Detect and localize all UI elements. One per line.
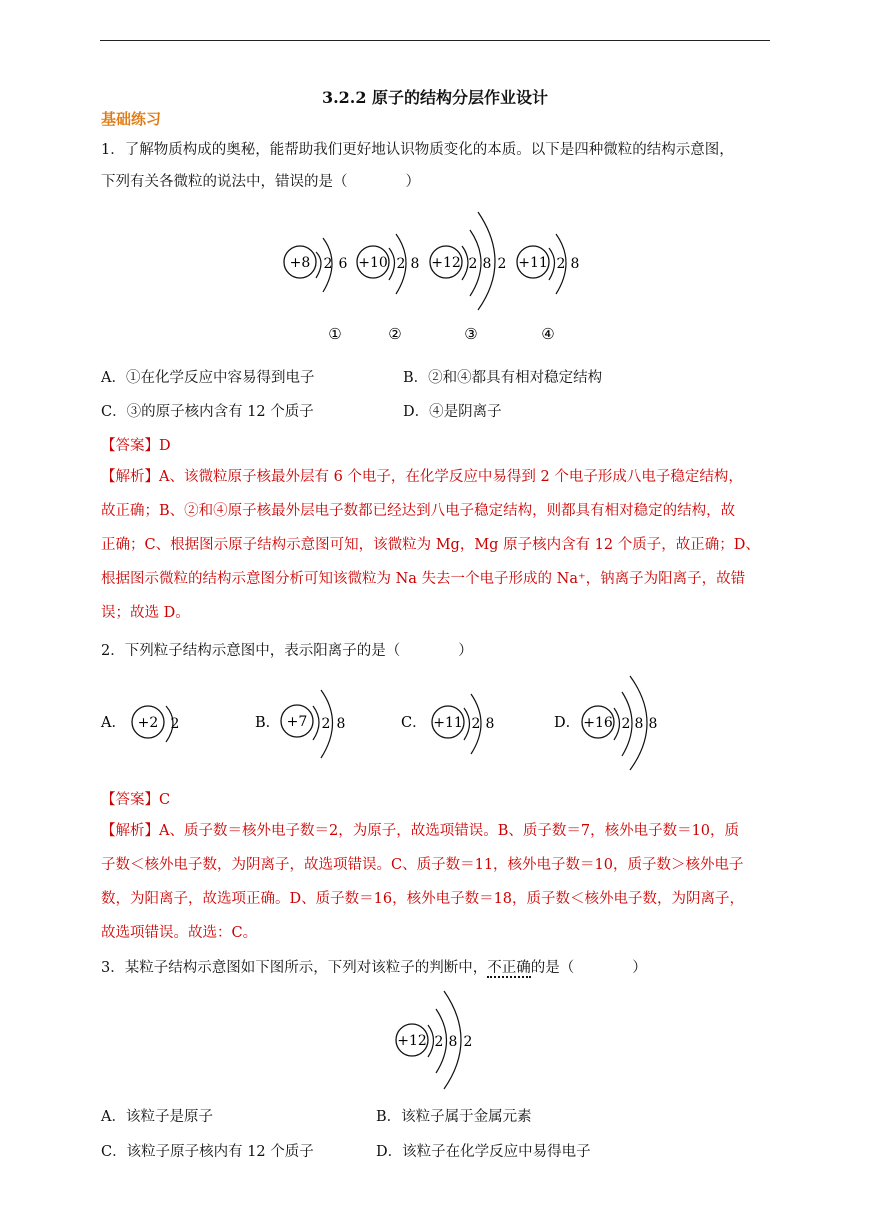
q1-answer: 【答案】D — [101, 438, 171, 454]
q3-stem-emphasis: 不正确 — [487, 960, 531, 976]
q1-atom-diagrams — [270, 200, 610, 350]
q1-option-c: C．③的原子核内含有 12 个质子 — [101, 404, 314, 420]
q1-option-d: D．④是阴离子 — [403, 404, 502, 420]
q2-b-nucleus: +7 — [286, 714, 308, 730]
q2-option-diagrams — [98, 668, 678, 773]
q1-atom-4 — [517, 234, 579, 343]
q1-option-b: B．②和④都具有相对稳定结构 — [403, 370, 603, 386]
atom-2-marker: ② — [388, 325, 402, 343]
q2-a-nucleus: +2 — [137, 715, 159, 731]
q1-analysis-line: 故正确；B、②和④原子核最外层电子数都已经达到八电子稳定结构，则都具有相对稳定的结构，故 — [101, 503, 736, 519]
q2-c-shell-2: 8 — [485, 716, 495, 732]
q2-d-shell-3: 8 — [648, 716, 658, 732]
q2-analysis-line: 子数＜核外电子数，为阴离子，故选项错误。C、质子数＝11，核外电子数＝10，质子数＞核外电子 — [101, 857, 744, 873]
q1-option-a: A．①在化学反应中容易得到电子 — [101, 370, 315, 386]
q2-option-a-letter: A． — [101, 715, 126, 731]
q3-option-c: C．该粒子原子核内有 12 个质子 — [101, 1144, 314, 1160]
atom-4-nucleus: +11 — [518, 255, 548, 271]
q1-analysis-line: 误；故选 D。 — [101, 605, 190, 621]
q1-analysis-line: 根据图示微粒的结构示意图分析可知该微粒为 Na 失去一个电子形成的 Na⁺，钠离子为阳离子，故错 — [101, 571, 746, 587]
atom-1-nucleus: +8 — [289, 255, 311, 271]
q2-analysis-line: 【解析】A、质子数＝核外电子数＝2，为原子，故选项错误。B、质子数＝7，核外电子数＝10，质 — [101, 823, 740, 839]
q2-d-shell-1: 2 — [621, 716, 631, 732]
q1-analysis-line: 【解析】A、该微粒原子核最外层有 6 个电子，在化学反应中易得到 2 个电子形成八电子稳定结构， — [101, 469, 743, 485]
q2-c-nucleus: +11 — [433, 715, 463, 731]
atom-2-shell-2: 8 — [410, 256, 420, 272]
q1-stem-line2: 下列有关各微粒的说法中，错误的是（ ） — [101, 174, 420, 190]
q3-shell-1: 2 — [434, 1034, 444, 1050]
section-heading: 基础练习 — [101, 110, 162, 128]
atom-1-shell-2: 6 — [338, 256, 348, 272]
page-title: 3.2.2 原子的结构分层作业设计 — [321, 88, 549, 107]
q2-option-b — [255, 690, 345, 758]
q2-analysis — [101, 814, 773, 950]
q2-option-c — [401, 694, 494, 754]
q2-option-d-letter: D． — [554, 715, 581, 731]
atom-4-marker: ④ — [541, 325, 555, 343]
atom-3-marker: ③ — [464, 325, 478, 343]
atom-4-shell-2: 8 — [570, 256, 580, 272]
atom-2-nucleus: +10 — [358, 255, 388, 271]
q3-option-a: A．该粒子是原子 — [101, 1109, 213, 1125]
q1-stem-line1: 1．了解物质构成的奥秘，能帮助我们更好地认识物质变化的本质。以下是四种微粒的结构示意图， — [101, 142, 734, 158]
q2-b-shell-1: 2 — [321, 716, 331, 732]
q2-b-shell-2: 8 — [336, 716, 346, 732]
q3-shell-3: 2 — [463, 1034, 473, 1050]
q2-analysis-line: 数，为阳离子，故选项正确。D、质子数＝16，核外电子数＝18，质子数＜核外电子数，为阴离子， — [101, 891, 745, 907]
header-rule — [100, 40, 770, 41]
q2-d-nucleus: +16 — [583, 715, 613, 731]
q2-answer: 【答案】C — [101, 792, 171, 808]
q1-analysis-line: 正确；C、根据图示原子结构示意图可知，该微粒为 Mg，Mg 原子核内含有 12 个质子，故正确；D、 — [101, 537, 760, 553]
q2-option-c-letter: C． — [401, 715, 427, 731]
atom-3-shell-2: 8 — [482, 256, 492, 272]
q2-option-d — [554, 676, 657, 770]
q2-option-b-letter: B． — [255, 715, 281, 731]
q3-nucleus: +12 — [397, 1033, 427, 1049]
q3-option-d: D．该粒子在化学反应中易得电子 — [376, 1144, 591, 1160]
q2-analysis-line: 故选项错误。故选：C。 — [101, 925, 258, 941]
atom-3-shell-3: 2 — [497, 256, 507, 272]
q3-atom-diagram — [390, 985, 500, 1095]
q2-c-shell-1: 2 — [471, 716, 481, 732]
q2-d-shell-2: 8 — [634, 716, 644, 732]
q3-stem-after: 的是（ ） — [530, 960, 647, 976]
atom-4-shell-1: 2 — [556, 256, 566, 272]
q1-analysis — [101, 460, 773, 630]
q2-option-a — [100, 706, 179, 742]
q3-option-b: B．该粒子属于金属元素 — [376, 1109, 532, 1125]
atom-3-nucleus: +12 — [431, 255, 461, 271]
q1-atom-3 — [430, 212, 506, 343]
q3-shell-2: 8 — [448, 1034, 458, 1050]
atom-2-shell-1: 2 — [396, 256, 406, 272]
atom-1-marker: ① — [328, 325, 342, 343]
atom-3-shell-1: 2 — [468, 256, 478, 272]
q2-stem: 2．下列粒子结构示意图中，表示阳离子的是（ ） — [101, 643, 473, 659]
q3-stem — [101, 956, 647, 977]
q1-atom-1 — [284, 238, 348, 343]
q3-stem-before: 3．某粒子结构示意图如下图所示，下列对该粒子的判断中， — [101, 960, 488, 976]
q1-atom-2 — [357, 234, 419, 343]
q2-a-shell-1: 2 — [170, 716, 180, 732]
atom-1-shell-1: 2 — [323, 256, 333, 272]
